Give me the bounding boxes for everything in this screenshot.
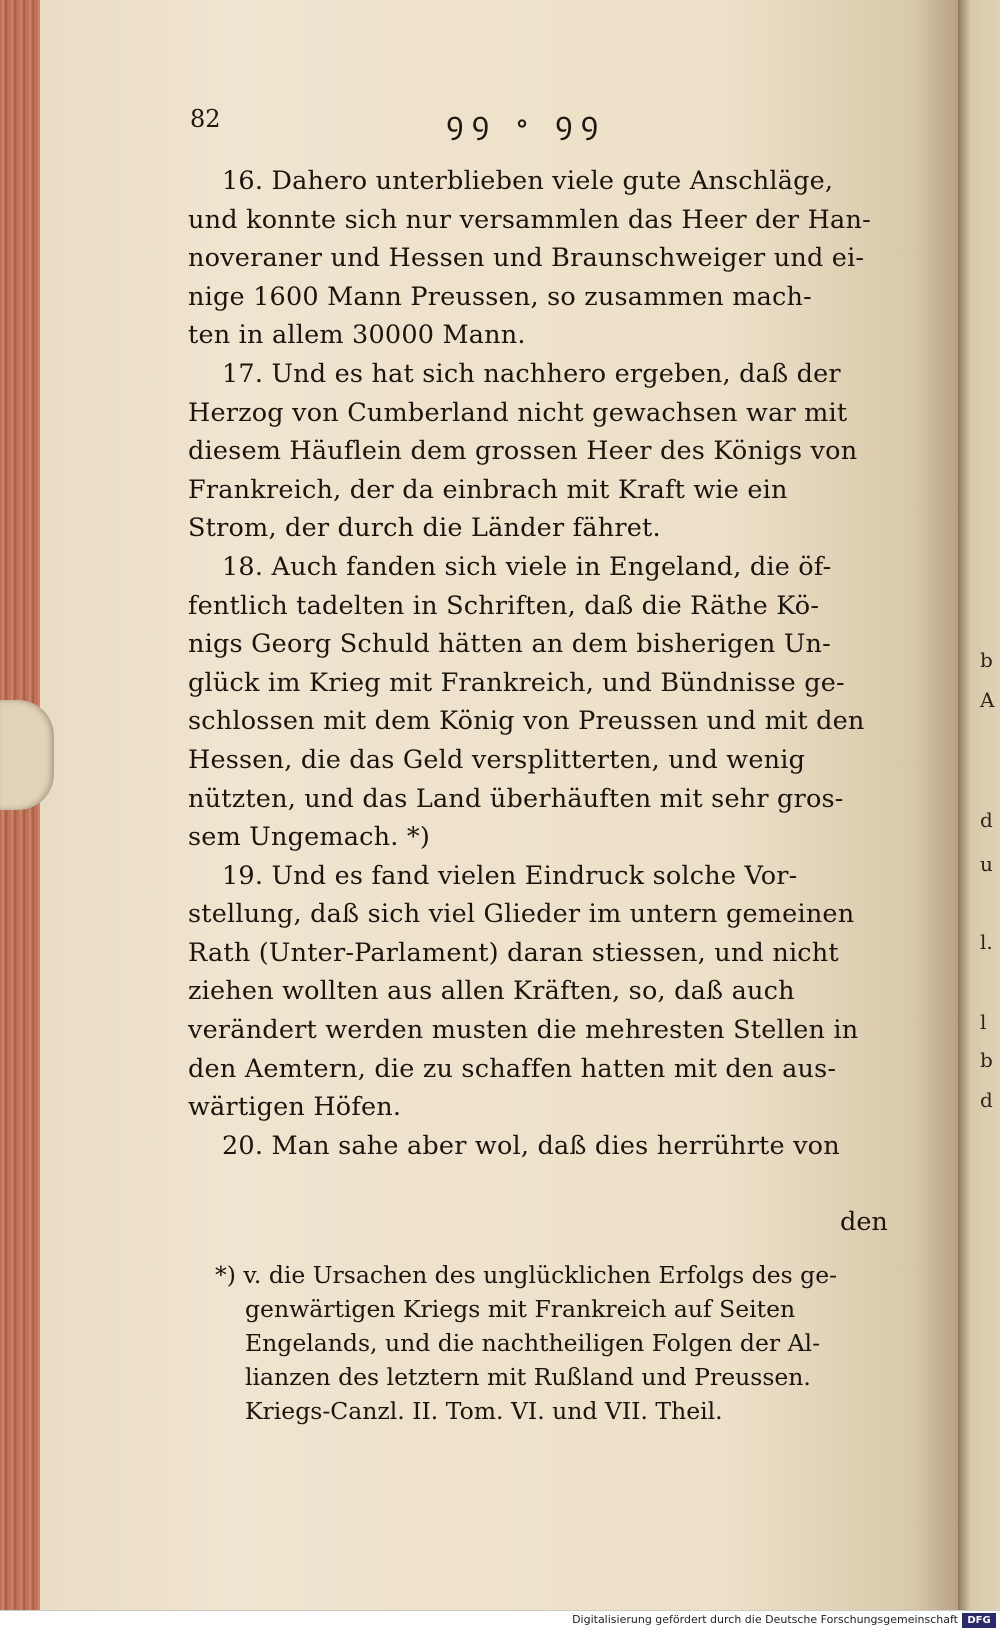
page-number: 82 (190, 105, 221, 133)
text-line: ziehen wollten aus allen Kräften, so, daß auch (188, 976, 795, 1007)
text-line: noveraner und Hessen und Braunschweiger und ei- (188, 243, 865, 274)
edge-letter: b (980, 648, 993, 672)
footnote-line: genwärtigen Kriegs mit Frankreich auf Seiten (245, 1295, 796, 1323)
text-line: Strom, der durch die Länder fähret. (188, 513, 661, 544)
text-line: 18. Auch fanden sich viele in Engeland, die öf- (222, 551, 832, 582)
text-line: glück im Krieg mit Frankreich, und Bündnisse ge- (188, 667, 845, 698)
text-line: diesem Häuflein dem grossen Heer des Königs von (188, 436, 858, 467)
edge-letter: A (980, 688, 995, 712)
text-line: Hessen, die das Geld versplitterten, und wenig (188, 744, 806, 775)
page-header (190, 105, 910, 145)
text-line: Herzog von Cumberland nicht gewachsen war mit (188, 397, 848, 428)
text-line: und konnte sich nur versammlen das Heer der Han- (188, 204, 871, 235)
text-line: nigs Georg Schuld hätten an dem bisherigen Un- (188, 629, 831, 660)
text-line: Rath (Unter-Parlament) daran stiessen, und nicht (188, 937, 839, 968)
text-line: Frankreich, der da einbrach mit Kraft wie ein (188, 474, 788, 505)
footer-credit: Digitalisierung gefördert durch die Deutsche Forschungsgemeinschaft (572, 1613, 958, 1626)
text-line: sem Ungemach. *) (188, 822, 430, 853)
footnote (215, 1258, 920, 1428)
edge-letter: d (980, 808, 993, 832)
footnote-line: Engelands, und die nachtheiligen Folgen der Al- (245, 1329, 821, 1357)
text-line: 17. Und es hat sich nachhero ergeben, daß der (222, 358, 841, 389)
header-ornament: ꝯꝯ ∘ ꝯꝯ (446, 106, 607, 141)
text-line: nützten, und das Land überhäuften mit sehr gros- (188, 783, 844, 814)
page-tab-marker (0, 700, 54, 810)
edge-letter: u (980, 852, 993, 876)
text-line: 19. Und es fand vielen Eindruck solche Vor- (222, 860, 798, 891)
text-line: 16. Dahero unterblieben viele gute Anschläge, (222, 166, 834, 196)
text-line: 20. Man sahe aber wol, daß dies herrührte von (222, 1130, 840, 1161)
text-line: wärtigen Höfen. (188, 1092, 402, 1123)
edge-letter: l. (980, 930, 993, 954)
footnote-line: *) v. die Ursachen des unglücklichen Erfolgs des ge- (215, 1261, 838, 1289)
main-text (188, 162, 923, 1165)
digitization-footer (0, 1610, 1000, 1631)
edge-letter: b (980, 1048, 993, 1072)
edge-letter: l (980, 1010, 987, 1034)
text-line: ten in allem 30000 Mann. (188, 320, 526, 351)
text-line: stellung, daß sich viel Glieder im untern gemeinen (188, 899, 855, 930)
text-line: fentlich tadelten in Schriften, daß die Räthe Kö- (188, 590, 820, 621)
dfg-logo: DFG (962, 1613, 996, 1628)
footnote-line: lianzen des letztern mit Rußland und Preussen. (245, 1363, 811, 1391)
catchword: den (840, 1207, 888, 1237)
text-line: schlossen mit dem König von Preussen und mit den (188, 706, 865, 737)
edge-letter: d (980, 1088, 993, 1112)
facing-page-letters (978, 0, 1000, 1610)
text-line: verändert werden musten die mehresten Stellen in (188, 1015, 859, 1046)
footnote-line: Kriegs-Canzl. II. Tom. VI. und VII. Theil. (245, 1397, 723, 1425)
text-line: den Aemtern, die zu schaffen hatten mit den aus- (188, 1053, 837, 1084)
text-line: nige 1600 Mann Preussen, so zusammen mach- (188, 281, 812, 312)
